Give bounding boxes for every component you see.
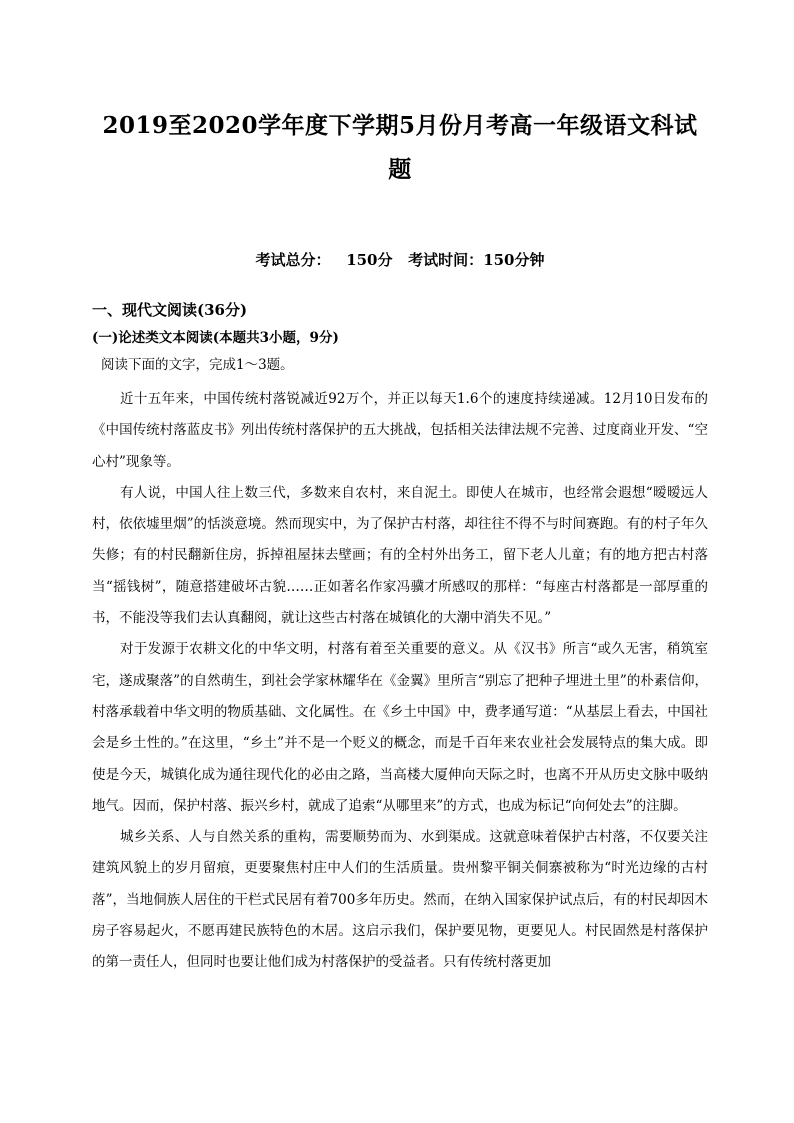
subsection-heading: (一)论述类文本阅读(本题共3小题，9分) <box>92 330 339 346</box>
paragraph-1: 近十五年来，中国传统村落锐减近92万个，并正以每天1.6个的速度持续递减。12月10日发布的《中国传统村落蓝皮书》列出传统村落保护的五大挑战，包括相关法律法规不完善、过度商业开发、“空心村”现象等。 <box>92 391 708 470</box>
section-heading: 一、现代文阅读(36分) <box>92 301 248 319</box>
exam-total-label: 考试总分： <box>255 251 331 269</box>
exam-title <box>92 104 708 192</box>
exam-total-value: 150分 <box>346 251 393 269</box>
exam-title-line2: 题 <box>388 156 412 183</box>
exam-title-line1: 2019至2020学年度下学期5月份月考高一年级语文科试 <box>102 112 698 139</box>
reading-instruction: 阅读下面的文字，完成1～3题。 <box>101 357 294 373</box>
paragraph-3: 对于发源于农耕文化的中华文明，村落有着至关重要的意义。从《汉书》所言“或久无害，稍筑室宅，遂成聚落”的自然萌生，到社会学家林耀华在《金翼》里所言“别忘了把种子埋进土里”的朴素信仰，村落承载着中华文明的物质基础、文化属性。在《乡土中国》中，费孝通写道：“从基层上看去，中国社会是乡土性的。”在这里，“乡土”并不是一个贬义的概念，而是千百年来农业社会发展特点的集大成。即使是今天，城镇化成为通往现代化的必由之路，当高楼大厦伸向天际之时，也离不开从历史文脉中吸纳地气。因而，保护村落、振兴乡村，就成了追索“从哪里来”的方式，也成为标记“向何处去”的注脚。 <box>92 641 708 814</box>
paragraph-4: 城乡关系、人与自然关系的重构，需要顺势而为、水到渠成。这就意味着保护古村落，不仅要关注建筑风貌上的岁月留痕，更要聚焦村庄中人们的生活质量。贵州黎平铜关侗寨被称为“时光边缘的古村落”，当地侗族人居住的干栏式民居有着700多年历史。然而，在纳入国家保护试点后，有的村民却因木房子容易起火，不愿再建民族特色的木居。这启示我们，保护要见物，更要见人。村民固然是村落保护的第一责任人，但同时也要让他们成为村落保护的受益者。只有传统村落更加 <box>92 829 708 971</box>
paragraph-2: 有人说，中国人往上数三代，多数来自农村，来自泥土。即使人在城市，也经常会遐想“暧暧远人村，依依墟里烟”的恬淡意境。然而现实中，为了保护古村落，却往往不得不与时间赛跑。有的村子年久失修；有的村民翻新住房，拆掉祖屋抹去壁画；有的全村外出务工，留下老人儿童；有的地方把古村落当“摇钱树”，随意搭建破坏古貌……正如著名作家冯骥才所感叹的那样：“每座古村落都是一部厚重的书，不能没等我们去认真翻阅，就让这些古村落在城镇化的大潮中消失不见。” <box>92 484 708 627</box>
exam-time-value: 150分钟 <box>483 251 545 269</box>
exam-info <box>92 250 708 270</box>
exam-time-label: 考试时间： <box>408 251 484 269</box>
